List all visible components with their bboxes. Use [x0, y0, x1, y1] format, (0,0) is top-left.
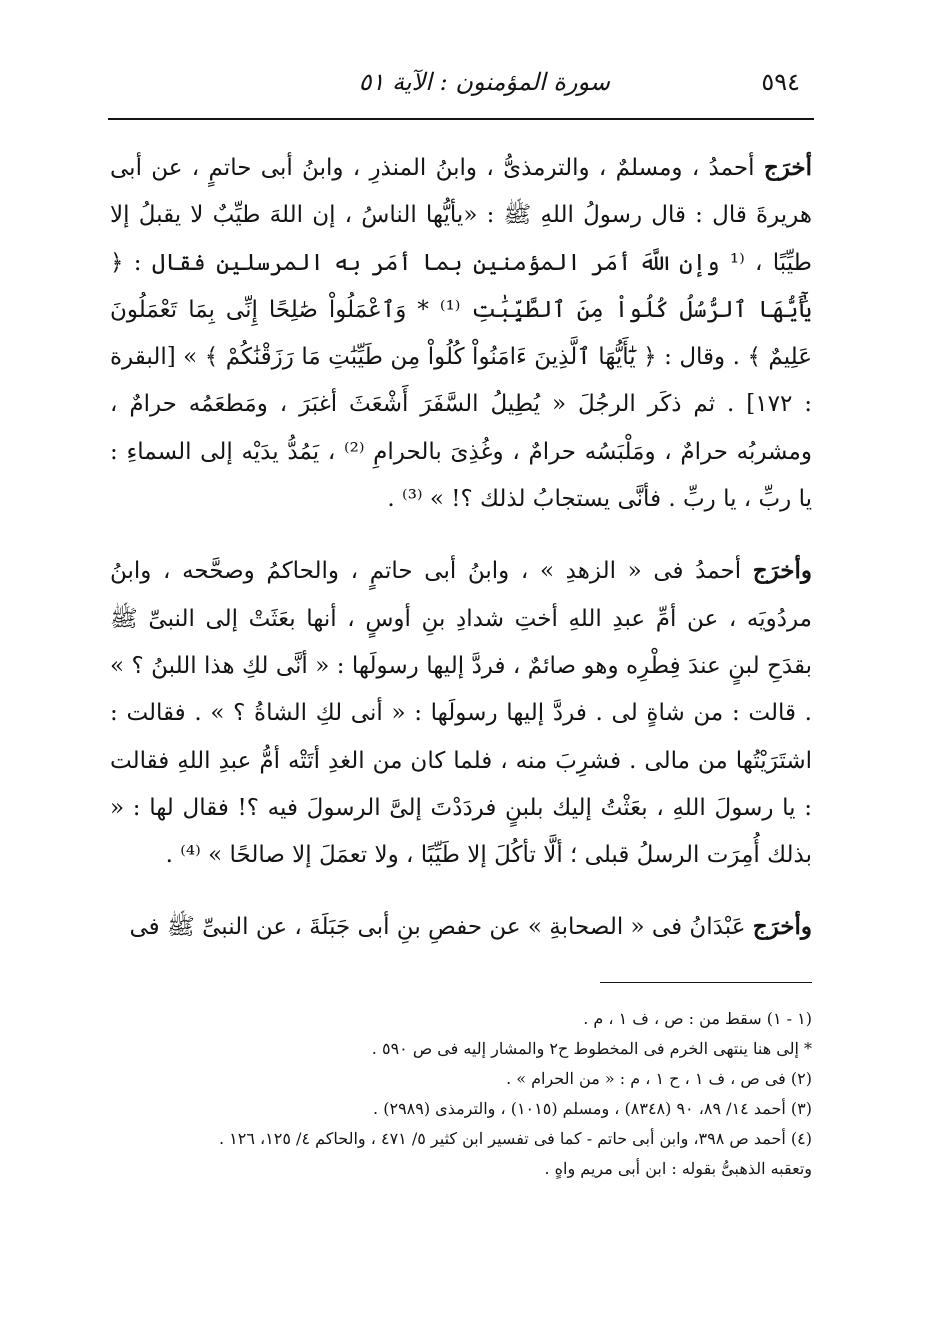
main-text	[110, 144, 812, 952]
paragraph-text: أحمدُ فى « الزهدِ » ، وابنُ أبى حاتمٍ ، والحاكمُ وصحَّحه ، وابنُ مردُويَه ، عن أمِّ عبدِ اللهِ أختِ شدادِ بنِ أوسٍ ، أنها بعَثَتْ إلى النبىِّ ﷺ بقدَحِ لبنٍ عندَ فِطْرِه وهو صائمٌ ، فردَّ إليها رسولَها : « أنَّى لكِ هذا اللبنُ ؟ » . قالت : من شاةٍ لى . فردَّ إليها رسولَها : « أنى لكِ الشاةُ ؟ » . فقالت : اشتَرَيْتُها من مالى . فشرِبَ منه ، فلما كان من الغدِ أتَتْه أمُّ عبدِ اللهِ فقالت : يا رسولَ اللهِ ، بعَثْتُ إليك بلبنٍ فردَدْتَ إلىَّ الرسولَ فيه ؟! فقال لها : « بذلك أُمِرَت الرسلُ قبلى ؛ ألَّا تأكُلَ إلا طَيِّبًا ، ولا تعمَلَ إلا صالحًا » ⁽⁴⁾ .	[110, 558, 812, 869]
paragraph-3	[110, 903, 812, 951]
paragraph-lead-word: وأخرَج	[752, 913, 812, 941]
paragraph-text: أحمدُ ، ومسلمٌ ، والترمذىُّ ، وابنُ المنذرِ ، وابنُ أبى حاتمٍ ، عن أبى هريرةَ قال : قال رسولُ اللهِ ﷺ : «يأيُّها الناسُ ، إن اللهَ طيِّبٌ لا يقبلُ إلا طيِّبًا ، ⁽¹ وإن اللَّهَ أمَر المؤمنين بما أمَر به المرسلين فقال : ﴿ يَٰٓأَيُّهَا ٱلرُّسُلُ كُلُواْ مِنَ ٱلطَّيِّبَٰتِ ⁽¹⁾ * وَٱعْمَلُواْ صَٰلِحًا إِنِّى بِمَا تَعْمَلُونَ عَلِيمٌ ﴾ . وقال : ﴿ يَٰٓأَيُّهَا ٱلَّذِينَ ءَامَنُواْ كُلُواْ مِن طَيِّبَٰتِ مَا رَزَقْنَٰكُمْ ﴾ » [البقرة : ١٧٢] . ثم ذكَر الرجُلَ « يُطِيلُ السَّفَرَ أَشْعَثَ أغبَرَ ، ومَطعَمُه حرامٌ ، ومشربُه حرامٌ ، ومَلْبَسُه حرامٌ ، وغُذِىَ بالحرامِ ⁽²⁾ ، يَمُدُّ يدَيْه إلى السماءِ : يا ربِّ ، يا ربِّ . فأنَّى يستجابُ لذلك ؟! » ⁽³⁾ .	[110, 155, 812, 513]
paragraph-lead-word: أخرَج	[763, 154, 813, 181]
footnote: (٣) أحمد ١٤/ ٨٩، ٩٠ (٨٣٤٨) ، ومسلم (١٠١٥) ، والترمذى (٢٩٨٩) .	[373, 1099, 812, 1118]
header-rule	[108, 118, 814, 120]
page-number: ٥٩٤	[761, 68, 800, 96]
paragraph-text: عَبْدَانُ فى « الصحابةِ » عن حفصِ بنِ أبى جَبَلَةَ ، عن النبىِّ ﷺ فى	[129, 914, 753, 941]
paragraph-1	[110, 144, 812, 523]
footnote: وتعقبه الذهبىُّ بقوله : ابن أبى مريم واهٍ .	[544, 1159, 812, 1178]
paragraph-lead-word: وأخرَج	[752, 557, 812, 585]
footnote: (١ - ١) سقط من : ص ، ف ١ ، م .	[583, 1009, 812, 1028]
footnote: (٤) أحمد ص ٣٩٨، وابن أبى حاتم - كما فى تفسير ابن كثير ٥/ ٤٧١ ، والحاكم ٤/ ١٢٥، ١٢٦ .	[218, 1129, 812, 1148]
footnote-rule	[600, 982, 812, 983]
footnote: (٢) فى ص ، ف ١ ، ح ١ ، م : « من الحرام » .	[506, 1069, 812, 1088]
footnotes	[110, 1004, 812, 1184]
footnote: * إلى هنا ينتهى الخرم فى المخطوط ح٢ والمشار إليه فى ص ٥٩٠ .	[371, 1039, 812, 1058]
paragraph-2	[110, 547, 812, 879]
page-header	[110, 64, 810, 108]
running-title: سورة المؤمنون : الآية ٥١	[358, 68, 610, 96]
